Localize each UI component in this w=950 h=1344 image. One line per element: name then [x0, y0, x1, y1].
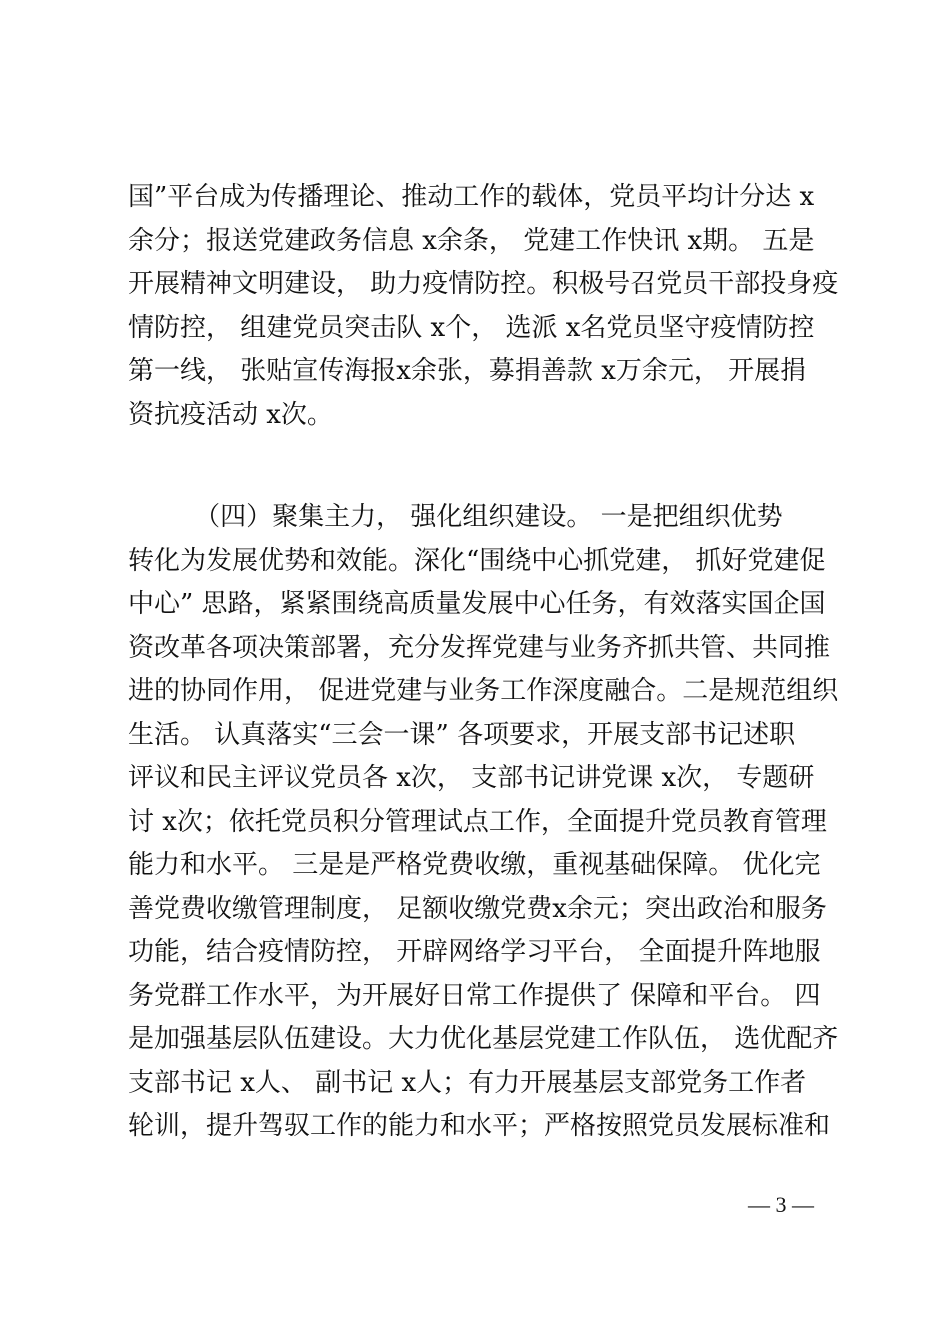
paragraph-line: 讨 x次；依托党员积分管理试点工作，全面提升党员教育管理 — [128, 806, 827, 837]
paragraph-line: 情防控， 组建党员突击队 x个， 选派 x名党员坚守疫情防控 — [128, 312, 815, 343]
paragraph-line: （四）聚集主力， 强化组织建设。 一是把组织优势 — [128, 502, 783, 532]
paragraph-line: 支部书记 x人、 副书记 x人；有力开展基层支部党务工作者 — [128, 1067, 807, 1098]
paragraph-line: 生活。 认真落实“三会一课” 各项要求，开展支部书记述职 — [128, 719, 796, 750]
paragraph-line: 评议和民主评议党员各 x次， 支部书记讲党课 x次， 专题研 — [128, 763, 815, 793]
paragraph-line: 务党群工作水平，为开展好日常工作提供了 保障和平台。 四 — [128, 980, 821, 1011]
paragraph-line: 资抗疫活动 x次。 — [128, 399, 333, 430]
paragraph-line: 轮训，提升驾驭工作的能力和水平；严格按照党员发展标准和 — [128, 1111, 831, 1141]
body-paragraph-2 — [128, 496, 839, 1149]
paragraph-line: 进的协同作用， 促进党建与业务工作深度融合。二是规范组织 — [128, 676, 839, 706]
body-paragraph-1 — [128, 176, 839, 437]
paragraph-line: 资改革各项决策部署，充分发挥党建与业务齐抓共管、共同推 — [128, 632, 831, 663]
paragraph-line: 国”平台成为传播理论、推动工作的载体，党员平均计分达 x — [128, 182, 815, 212]
paragraph-line: 转化为发展优势和效能。深化“围绕中心抓党建， 抓好党建促 — [128, 545, 826, 576]
page-number: — 3 — — [748, 1192, 814, 1217]
paragraph-line: 中心” 思路，紧紧围绕高质量发展中心任务，有效落实国企国 — [128, 589, 826, 619]
paragraph-line: 是加强基层队伍建设。大力优化基层党建工作队伍， 选优配齐 — [128, 1024, 839, 1054]
paragraph-line: 善党费收缴管理制度， 足额收缴党费x余元；突出政治和服务 — [128, 893, 827, 924]
paragraph-line: 能力和水平。 三是是严格党费收缴，重视基础保障。 优化完 — [128, 850, 821, 880]
paragraph-line: 余分；报送党建政务信息 x余条， 党建工作快讯 x期。 五是 — [128, 225, 815, 256]
paragraph-line: 第一线， 张贴宣传海报x余张，募捐善款 x万余元， 开展捐 — [128, 356, 807, 386]
paragraph-line: 功能，结合疫情防控， 开辟网络学习平台， 全面提升阵地服 — [128, 937, 821, 967]
paragraph-line: 开展精神文明建设， 助力疫情防控。积极号召党员干部投身疫 — [128, 269, 839, 299]
